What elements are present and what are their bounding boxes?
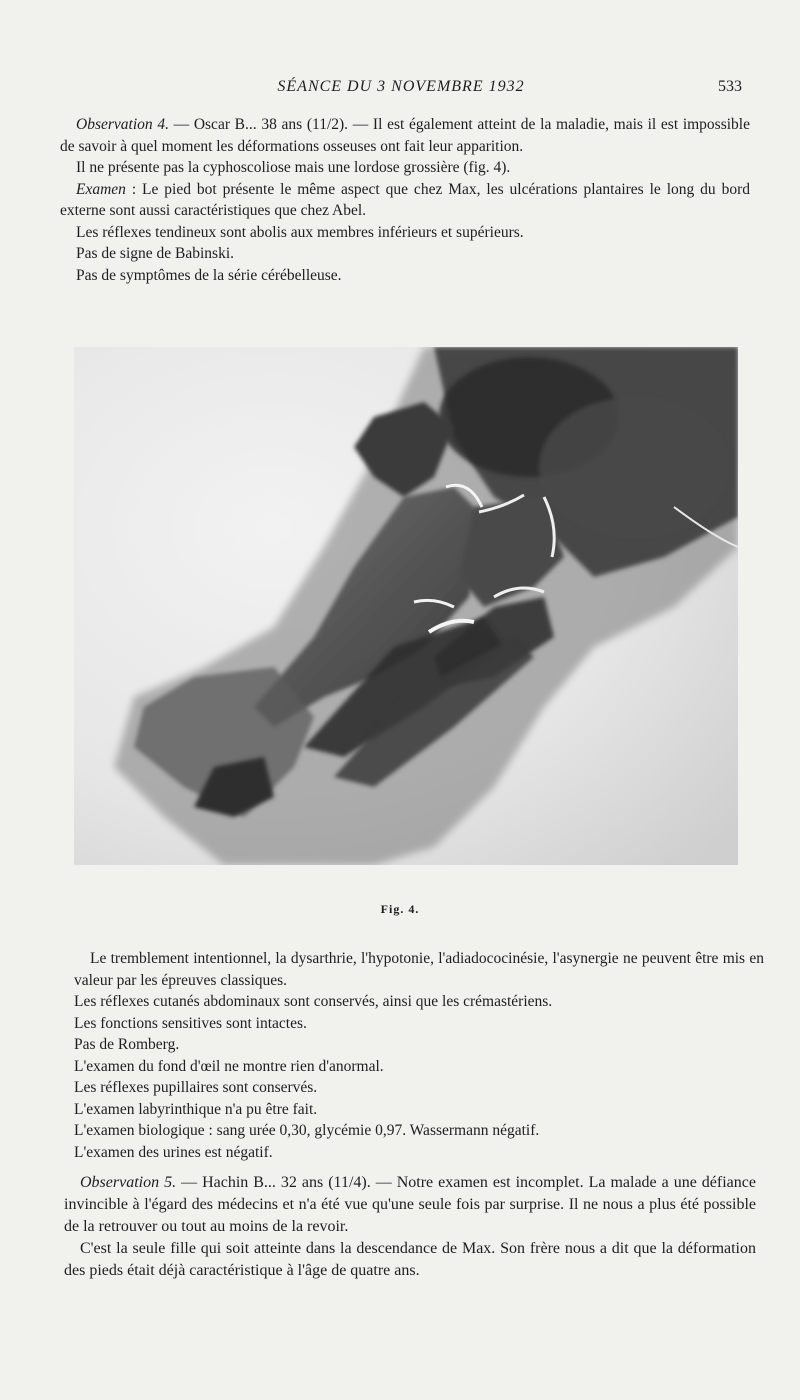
biological-paragraph: L'examen biologique : sang urée 0,30, glycémie 0,97. Wassermann négatif. (74, 1122, 540, 1139)
babinski-paragraph: Pas de signe de Babinski. (76, 245, 234, 262)
reflexes-paragraph: Les réflexes tendineux sont abolis aux membres inférieurs et supérieurs. (76, 223, 524, 241)
observation-4-text: — Oscar B... 38 ans (11/2). — Il est également atteint de la maladie, mais il est impossible de savoir à quel moment les déformations osseuses ont fait leur apparition. (60, 116, 750, 155)
cerebellar-paragraph: Pas de symptômes de la série cérébelleuse. (76, 266, 342, 284)
descendance-paragraph: C'est la seule fille qui soit atteinte dans la descendance de Max. Son frère nous a dit que la déformation des pieds était déjà caractéristique à l'âge de quatre ans. (64, 1240, 756, 1279)
examen-lead: Examen (76, 180, 126, 198)
observation-5-paragraph (64, 1172, 756, 1238)
observation-4-lead: Observation 4. (76, 116, 169, 133)
figure-caption: Fig. 4. (380, 902, 420, 916)
lordosis-paragraph: Il ne présente pas la cyphoscoliose mais une lordose grossière (fig. 4). (76, 159, 511, 176)
page-header (60, 78, 742, 100)
cerebellar-signs-paragraph: Le tremblement intentionnel, la dysarthrie, l'hypotonie, l'adiadococinésie, l'asynergie ne peuvent être mis en valeur par les épreuves classiques. (74, 950, 764, 989)
fundus-paragraph: L'examen du fond d'œil ne montre rien d'anormal. (74, 1057, 384, 1075)
urine-paragraph: L'examen des urines est négatif. (74, 1143, 273, 1161)
xray-figure (74, 347, 738, 865)
observation-4-paragraph (60, 114, 750, 157)
observation-5-section (64, 1172, 756, 1282)
running-title: SÉANCE DU 3 NOVEMBRE 1932 (277, 78, 525, 95)
labyrinth-paragraph: L'examen labyrinthique n'a pu être fait. (74, 1100, 318, 1118)
abdominal-reflexes-paragraph: Les réflexes cutanés abdominaux sont conservés, ainsi que les crémastériens. (74, 993, 553, 1010)
observation-4-section (60, 114, 750, 286)
examen-paragraph (60, 179, 750, 222)
xray-foot-image (74, 347, 738, 865)
pupillary-paragraph: Les réflexes pupillaires sont conservés. (74, 1079, 318, 1096)
examen-text: : Le pied bot présente le même aspect que chez Max, les ulcérations plantaires le long du bord externe sont aussi caractéristiques que chez Abel. (60, 180, 750, 219)
observation-5-lead: Observation 5. (80, 1174, 177, 1191)
page-number: 533 (718, 78, 742, 95)
sensory-paragraph: Les fonctions sensitives sont intactes. (74, 1014, 307, 1032)
romberg-paragraph: Pas de Romberg. (74, 1036, 180, 1053)
clinical-findings-section (74, 948, 764, 1163)
observation-5-text: — Hachin B... 32 ans (11/4). — Notre examen est incomplet. La malade a une défiance invincible à l'égard des médecins et n'a été vue qu'une seule fois par surprise. Il ne nous a plus été possible de la retrouver ou tout au moins de la revoir. (64, 1174, 756, 1235)
